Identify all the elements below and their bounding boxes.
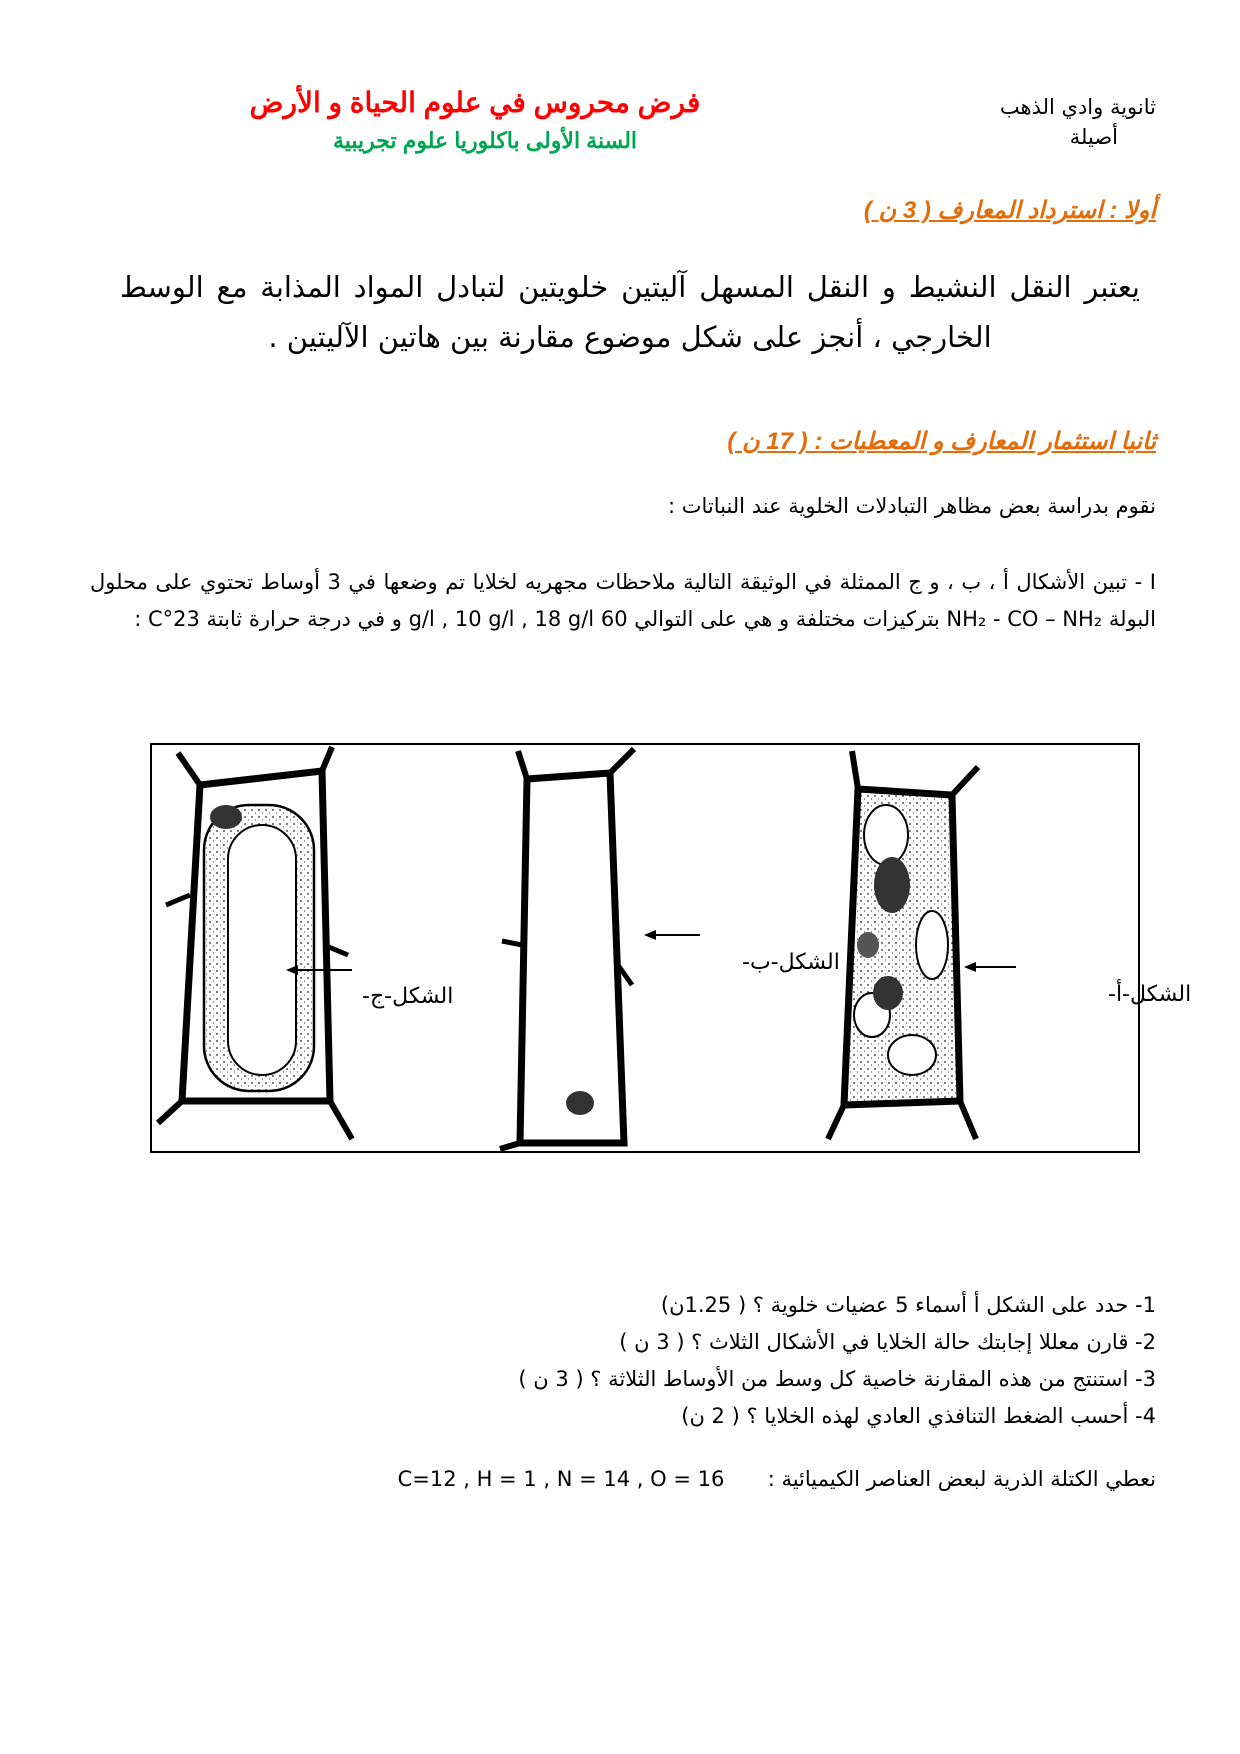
atomic-masses-values: C=12 , H = 1 , N = 14 , O = 16 (397, 1467, 725, 1491)
part-I-text: I - تبين الأشكال أ ، ب ، و ج الممثلة في الوثيقة التالية ملاحظات مجهريه لخلايا تم وضعها في 3 أوساط تحتوي على محلول البولة NH₂ - CO – NH₂ بتركيزات مختلفة و هي على التوالي 60 g/l , 10 g/l , 18 g/l و في درجة حرارة ثابتة 23°C : (90, 570, 1156, 631)
school-name: ثانوية وادي الذهب (999, 95, 1156, 119)
school-name-block (896, 92, 1156, 152)
exam-subtitle: السنة الأولى باكلوريا علوم تجريبية (332, 128, 638, 153)
section-2-heading: ثانيا استثمار المعارف و المعطيات : ( 17 ن ) (727, 428, 1156, 455)
section-1-text: يعتبر النقل النشيط و النقل المسهل آليتين خلويتين لتبادل المواد المذابة مع الوسط الخارجي ، أنجز على شكل موضوع مقارنة بين هاتين الآليتين . (120, 270, 1140, 354)
question-1: 1- حدد على الشكل أ أسماء 5 عضيات خلوية ؟ ( 1.25ن) (660, 1293, 1156, 1317)
questions-list (156, 1287, 1156, 1435)
exam-title: فرض محروس في علوم الحياة و الأرض (249, 87, 701, 118)
question-4: 4- أحسب الضغط التنافذي العادي لهذه الخلايا ؟ ( 2 ن) (681, 1404, 1156, 1428)
cells-figure (150, 743, 1192, 1153)
atomic-masses-label: نعطي الكتلة الذرية لبعض العناصر الكيميائية : (767, 1467, 1156, 1491)
section-2-intro: نقوم بدراسة بعض مظاهر التبادلات الخلوية عند النباتات : (667, 494, 1156, 518)
school-city: أصيلة (1069, 125, 1118, 149)
label-cell-b: الشكل-ب- (742, 950, 840, 975)
section-1-heading: أولا : استرداد المعارف ( 3 ن ) (863, 197, 1156, 224)
cell-a-drawing (828, 751, 978, 1139)
atomic-masses (156, 1467, 1156, 1491)
cell-b-drawing (500, 749, 634, 1149)
label-cell-a: الشكل-أ- (1108, 982, 1192, 1007)
question-3: 3- استنتج من هذه المقارنة خاصية كل وسط من الأوساط الثلاثة ؟ ( 3 ن ) (518, 1367, 1156, 1391)
label-cell-c: الشكل-ج- (362, 984, 454, 1009)
question-2: 2- قارن معللا إجابتك حالة الخلايا في الأشكال الثلاث ؟ ( 3 ن ) (619, 1330, 1156, 1354)
arrow-b (644, 930, 700, 940)
arrow-a (964, 962, 1016, 972)
cell-c-drawing (158, 747, 352, 1139)
